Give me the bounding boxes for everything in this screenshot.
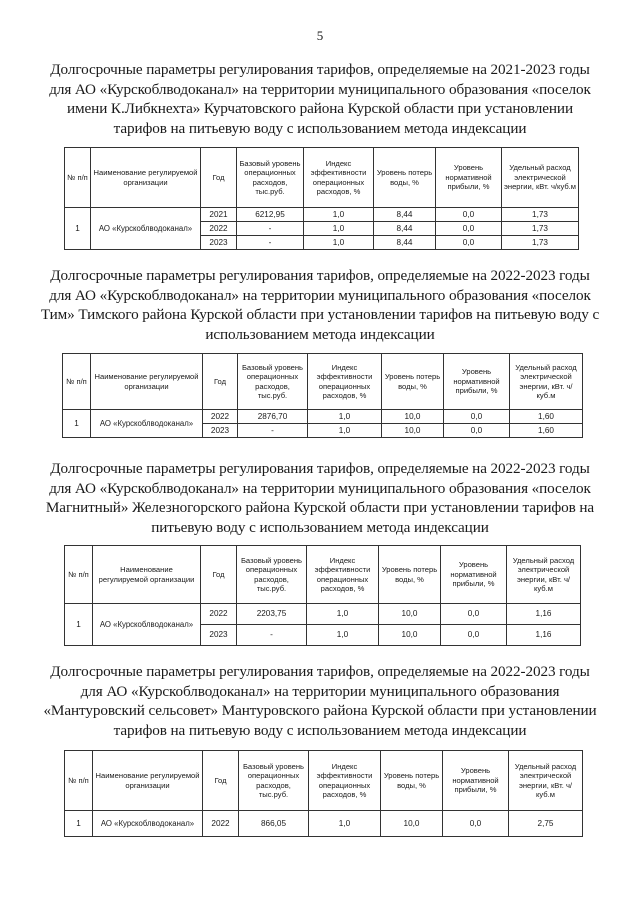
header-energy: Удельный расход электрической энергии, кВт. ч/куб.м	[510, 354, 583, 410]
cell-energy: 1,16	[507, 604, 581, 625]
section-3	[0, 459, 640, 537]
header-org: Наименование регулируемой организации	[91, 148, 201, 208]
cell-index: 1,0	[309, 811, 381, 837]
cell-loss: 8,44	[374, 236, 436, 250]
header-num: № п/п	[65, 148, 91, 208]
cell-energy: 1,16	[507, 625, 581, 646]
header-loss: Уровень потерь воды, %	[374, 148, 436, 208]
cell-profit: 0,0	[436, 222, 502, 236]
header-loss: Уровень потерь воды, %	[379, 546, 441, 604]
org-name: АО «Курскоблводоканал»	[91, 208, 201, 250]
cell-base: 6212,95	[237, 208, 304, 222]
header-profit: Уровень нормативной прибыли, %	[444, 354, 510, 410]
cell-energy: 1,60	[510, 424, 583, 438]
cell-energy: 1,73	[502, 208, 579, 222]
cell-profit: 0,0	[444, 410, 510, 424]
header-num: № п/п	[65, 546, 93, 604]
cell-energy: 1,60	[510, 410, 583, 424]
row-number: 1	[65, 604, 93, 646]
header-num: № п/п	[65, 751, 93, 811]
table-row	[65, 208, 579, 222]
cell-base: -	[238, 424, 308, 438]
table-row	[65, 604, 581, 625]
cell-profit: 0,0	[436, 236, 502, 250]
header-org: Наименование регулируемой организации	[91, 354, 203, 410]
cell-profit: 0,0	[441, 604, 507, 625]
header-org: Наименование регулируемой организации	[93, 751, 203, 811]
cell-energy: 2,75	[509, 811, 583, 837]
org-name: АО «Курскоблводоканал»	[93, 811, 203, 837]
cell-profit: 0,0	[443, 811, 509, 837]
cell-year: 2022	[203, 410, 238, 424]
cell-year: 2023	[201, 625, 237, 646]
section-2	[0, 266, 640, 344]
cell-base: 2876,70	[238, 410, 308, 424]
tariff-table-4	[64, 750, 583, 837]
section-heading: Долгосрочные параметры регулирования тарифов, определяемые на 2022-2023 годы для АО «Курскоблводоканал» на территории муниципального образования «Мантуровский сельсовет» Мантуровского района Курской области при установлении тарифов на питьевую воду с использованием метода индексации	[43, 663, 597, 739]
table-header-row	[65, 751, 583, 811]
cell-loss: 8,44	[374, 208, 436, 222]
cell-base: -	[237, 222, 304, 236]
cell-index: 1,0	[307, 604, 379, 625]
table-header-row	[63, 354, 583, 410]
table-header-row	[65, 148, 579, 208]
cell-year: 2023	[201, 236, 237, 250]
cell-year: 2021	[201, 208, 237, 222]
section-heading: Долгосрочные параметры регулирования тарифов, определяемые на 2022-2023 годы для АО «Курскоблводоканал» на территории муниципального образования «поселок Тим» Тимского района Курской области при установлении тарифов на питьевую воду с использованием метода индексации	[40, 267, 600, 343]
header-year: Год	[201, 546, 237, 604]
cell-energy: 1,73	[502, 222, 579, 236]
cell-index: 1,0	[307, 625, 379, 646]
header-index: Индекс эффективности операционных расходов, %	[307, 546, 379, 604]
header-profit: Уровень нормативной прибыли, %	[441, 546, 507, 604]
row-number: 1	[63, 410, 91, 438]
header-year: Год	[203, 354, 238, 410]
cell-profit: 0,0	[436, 208, 502, 222]
cell-index: 1,0	[308, 424, 382, 438]
cell-base: -	[237, 236, 304, 250]
row-number: 1	[65, 208, 91, 250]
cell-loss: 10,0	[381, 811, 443, 837]
header-profit: Уровень нормативной прибыли, %	[436, 148, 502, 208]
header-num: № п/п	[63, 354, 91, 410]
row-number: 1	[65, 811, 93, 837]
header-profit: Уровень нормативной прибыли, %	[443, 751, 509, 811]
cell-index: 1,0	[304, 222, 374, 236]
cell-index: 1,0	[304, 208, 374, 222]
cell-index: 1,0	[308, 410, 382, 424]
tariff-table-2	[62, 353, 583, 438]
header-energy: Удельный расход электрической энергии, кВт. ч/куб.м	[509, 751, 583, 811]
cell-loss: 10,0	[379, 625, 441, 646]
cell-year: 2022	[203, 811, 239, 837]
cell-year: 2022	[201, 604, 237, 625]
cell-profit: 0,0	[441, 625, 507, 646]
section-heading: Долгосрочные параметры регулирования тарифов, определяемые на 2021-2023 годы для АО «Курскоблводоканал» на территории муниципального образования «поселок имени К.Либкнехта» Курчатовского района Курской области при установлении тарифов на питьевую воду с использованием метода индексации	[49, 61, 591, 137]
org-name: АО «Курскоблводоканал»	[93, 604, 201, 646]
tariff-table-1	[64, 147, 579, 250]
cell-loss: 10,0	[382, 424, 444, 438]
table-row	[63, 410, 583, 424]
table-row	[65, 811, 583, 837]
section-4	[0, 662, 640, 740]
cell-index: 1,0	[304, 236, 374, 250]
tariff-table-3	[64, 545, 581, 646]
header-year: Год	[201, 148, 237, 208]
header-index: Индекс эффективности операционных расходов, %	[308, 354, 382, 410]
header-energy: Удельный расход электрической энергии, кВт. ч/куб.м	[502, 148, 579, 208]
cell-base: 2203,75	[237, 604, 307, 625]
cell-year: 2023	[203, 424, 238, 438]
cell-loss: 10,0	[379, 604, 441, 625]
header-base: Базовый уровень операционных расходов, тыс.руб.	[237, 546, 307, 604]
cell-loss: 10,0	[382, 410, 444, 424]
header-index: Индекс эффективности операционных расходов, %	[309, 751, 381, 811]
cell-year: 2022	[201, 222, 237, 236]
header-index: Индекс эффективности операционных расходов, %	[304, 148, 374, 208]
header-loss: Уровень потерь воды, %	[381, 751, 443, 811]
header-org: Наименование регулируемой организации	[93, 546, 201, 604]
cell-profit: 0,0	[444, 424, 510, 438]
header-energy: Удельный расход электрической энергии, кВт. ч/куб.м	[507, 546, 581, 604]
org-name: АО «Курскоблводоканал»	[91, 410, 203, 438]
table-header-row	[65, 546, 581, 604]
header-year: Год	[203, 751, 239, 811]
cell-base: 866,05	[239, 811, 309, 837]
header-base: Базовый уровень операционных расходов, тыс.руб.	[238, 354, 308, 410]
cell-base: -	[237, 625, 307, 646]
header-base: Базовый уровень операционных расходов, тыс.руб.	[237, 148, 304, 208]
section-heading: Долгосрочные параметры регулирования тарифов, определяемые на 2022-2023 годы для АО «Курскоблводоканал» на территории муниципального образования «поселок Магнитный» Железногорского района Курской области при установлении тарифов на питьевую воду с использованием метода индексации	[45, 460, 595, 536]
header-loss: Уровень потерь воды, %	[382, 354, 444, 410]
section-1	[0, 60, 640, 138]
cell-energy: 1,73	[502, 236, 579, 250]
page-number: 5	[316, 28, 324, 43]
header-base: Базовый уровень операционных расходов, тыс.руб.	[239, 751, 309, 811]
cell-loss: 8,44	[374, 222, 436, 236]
